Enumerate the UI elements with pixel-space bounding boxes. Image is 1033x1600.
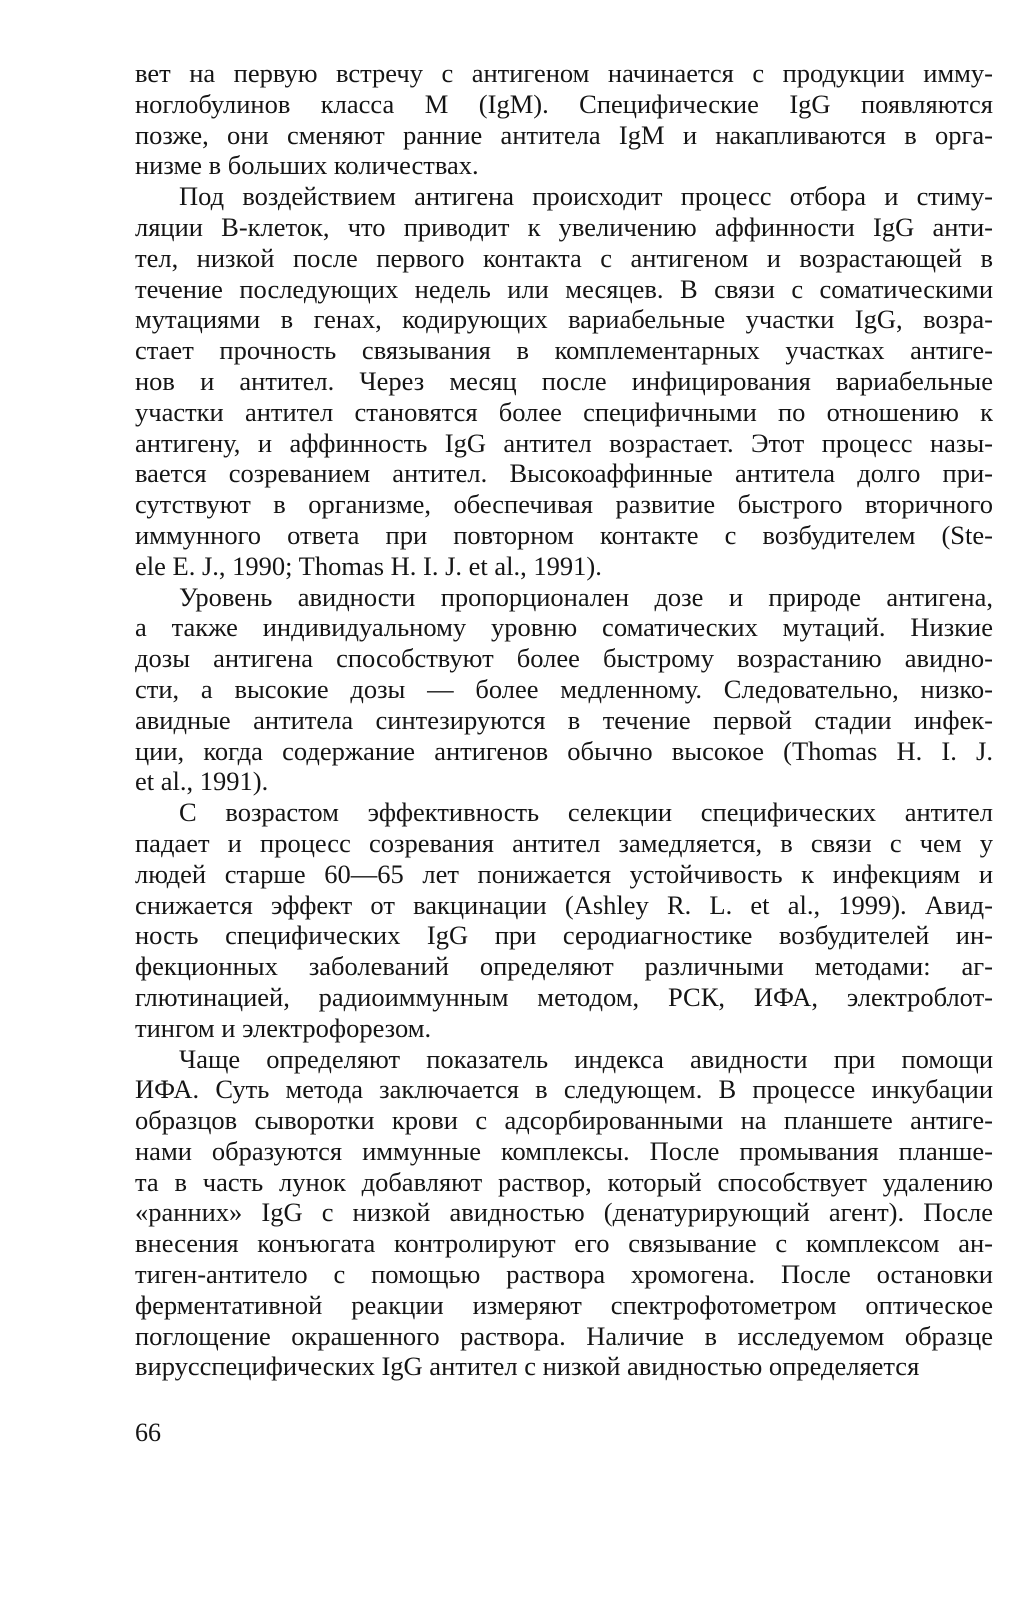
text-line: снижается эффект от вакцинации (Ashley R. L. et al., 1999). Авид- [135, 889, 993, 920]
paragraph [135, 797, 993, 1043]
text-line: течение последующих недель или месяцев. В связи с соматическими [135, 273, 993, 304]
text-line: образцов сыворотки крови с адсорбированными на планшете антиге- [135, 1105, 993, 1136]
text-line: ность специфических IgG при серодиагностике возбудителей ин- [135, 920, 993, 951]
text-line: авидные антитела синтезируются в течение первой стадии инфек- [135, 704, 993, 735]
text-line: сти, а высокие дозы — более медленному. Следовательно, низко- [135, 673, 993, 704]
page-body [135, 58, 993, 1382]
text-line: мутациями в генах, кодирующих вариабельные участки IgG, возра- [135, 304, 993, 335]
text-line: ляции В-клеток, что приводит к увеличению аффинности IgG анти- [135, 211, 993, 242]
paragraph [135, 181, 993, 581]
paragraph [135, 58, 993, 181]
text-line: Уровень авидности пропорционален дозе и природе антигена, [179, 581, 993, 612]
text-line: сутствуют в организме, обеспечивая развитие быстрого вторичного [135, 489, 993, 520]
text-line: тиген-антитело с помощью раствора хромогена. После остановки [135, 1259, 993, 1290]
text-line: антигену, и аффинность IgG антител возрастает. Этот процесс назы- [135, 427, 993, 458]
text-line: et al., 1991). [135, 766, 269, 797]
text-line: дозы антигена способствуют более быстрому возрастанию авидно- [135, 643, 993, 674]
text-line: низме в больших количествах. [135, 150, 479, 181]
text-line: тингом и электрофорезом. [135, 1012, 432, 1043]
text-line: та в часть лунок добавляют раствор, который способствует удалению [135, 1166, 993, 1197]
text-line: внесения конъюгата контролируют его связывание с комплексом ан- [135, 1228, 993, 1259]
text-line: фекционных заболеваний определяют различными методами: аг- [135, 951, 993, 982]
text-line: участки антител становятся более специфичными по отношению к [135, 396, 993, 427]
page-number: 66 [135, 1418, 161, 1447]
text-line: вирусспецифических IgG антител с низкой авидностью определяется [135, 1351, 920, 1382]
text-line: поглощение окрашенного раствора. Наличие в исследуемом образце [135, 1320, 993, 1351]
text-line: ИФА. Суть метода заключается в следующем. В процессе инкубации [135, 1074, 993, 1105]
text-line: нами образуются иммунные комплексы. После промывания планше- [135, 1135, 993, 1166]
text-line: вет на первую встречу с антигеном начинается с продукции имму- [135, 58, 993, 88]
text-line: глютинацией, радиоиммунным методом, РСК, ИФА, электроблот- [135, 981, 993, 1012]
text-line: падает и процесс созревания антител замедляется, в связи с чем у [135, 827, 993, 858]
text-line: а также индивидуальному уровню соматических мутаций. Низкие [135, 612, 993, 643]
text-line: нов и антител. Через месяц после инфицирования вариабельные [135, 365, 993, 396]
text-line: позже, они сменяют ранние антитела IgM и накапливаются в орга- [135, 119, 993, 150]
text-line: людей старше 60—65 лет понижается устойчивость к инфекциям и [135, 858, 993, 889]
text-line: ele E. J., 1990; Thomas H. I. J. et al., 1991). [135, 550, 602, 581]
text-line: ции, когда содержание антигенов обычно высокое (Thomas H. I. J. [135, 735, 993, 766]
paragraph [135, 1044, 993, 1383]
text-line: вается созреванием антител. Высокоаффинные антитела долго при- [135, 458, 993, 489]
text-line: ноглобулинов класса М (IgM). Специфические IgG появляются [135, 88, 993, 119]
text-line: «ранних» IgG с низкой авидностью (денатурирующий агент). После [135, 1197, 993, 1228]
paragraph [135, 582, 993, 798]
text-line: Под воздействием антигена происходит процесс отбора и стиму- [179, 181, 993, 212]
text-line: иммунного ответа при повторном контакте с возбудителем (Ste- [135, 519, 993, 550]
text-line: тел, низкой после первого контакта с антигеном и возрастающей в [135, 242, 993, 273]
text-line: Чаще определяют показатель индекса авидности при помощи [179, 1043, 993, 1074]
text-line: ферментативной реакции измеряют спектрофотометром оптическое [135, 1289, 993, 1320]
text-line: стает прочность связывания в комплементарных участках антиге- [135, 335, 993, 366]
text-line: С возрастом эффективность селекции специфических антител [179, 797, 993, 828]
